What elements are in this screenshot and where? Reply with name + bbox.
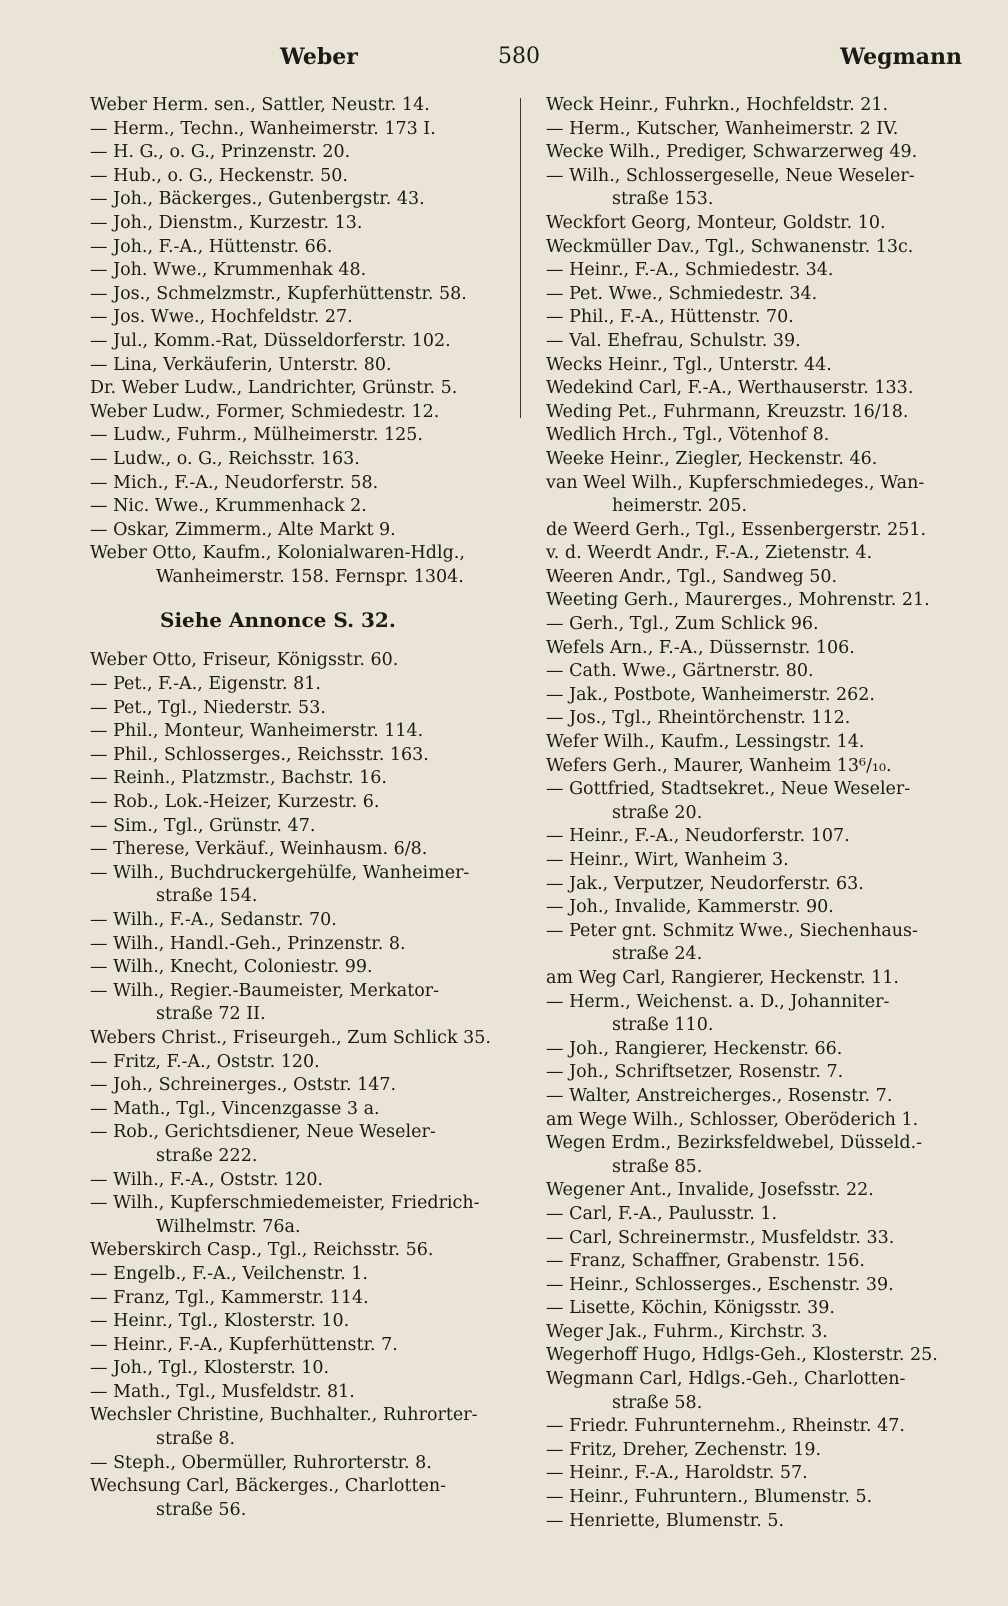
directory-entry: Wegener Ant., Invalide, Josefsstr. 22. xyxy=(546,1180,874,1201)
directory-entry: Weeke Heinr., Ziegler, Heckenstr. 46. xyxy=(546,448,878,469)
directory-entry: Dr. Weber Ludw., Landrichter, Grünstr. 5. xyxy=(90,378,458,399)
entry-continuation: straße 85. xyxy=(612,1156,703,1177)
directory-entry: — Wilh., F.-A., Oststr. 120. xyxy=(90,1169,324,1190)
directory-entry: — Jak., Postbote, Wanheimerstr. 262. xyxy=(546,684,875,705)
directory-entry: — Heinr., F.-A., Haroldstr. 57. xyxy=(546,1463,808,1484)
entry-continuation: straße 8. xyxy=(156,1429,236,1450)
directory-entry: Wefels Arn., F.-A., Düssernstr. 106. xyxy=(546,637,855,658)
directory-entry: Wecke Wilh., Prediger, Schwarzerweg 49. xyxy=(546,142,918,163)
directory-entry: — Joh., Dienstm., Kurzestr. 13. xyxy=(90,212,363,233)
directory-entry: — Pet., Tgl., Niederstr. 53. xyxy=(90,697,326,718)
directory-entry: v. d. Weerdt Andr., F.-A., Zietenstr. 4. xyxy=(546,543,873,564)
directory-entry: am Wege Wilh., Schlosser, Oberöderich 1. xyxy=(546,1109,919,1130)
directory-entry: Weeting Gerh., Maurerges., Mohrenstr. 21. xyxy=(546,590,930,611)
directory-entry: Wechsler Christine, Buchhalter., Ruhrorter- xyxy=(90,1405,478,1426)
directory-entry: — Heinr., F.-A., Kupferhüttenstr. 7. xyxy=(90,1334,398,1355)
right-column xyxy=(546,94,976,1533)
directory-entry: Weger Jak., Fuhrm., Kirchstr. 3. xyxy=(546,1321,828,1342)
directory-entry: — Math., Tgl., Musfeldstr. 81. xyxy=(90,1381,355,1402)
entry-continuation: straße 222. xyxy=(156,1145,258,1166)
directory-entry: — Math., Tgl., Vincenzgasse 3 a. xyxy=(90,1098,380,1119)
entry-continuation: straße 110. xyxy=(612,1015,714,1036)
directory-entry: Weckfort Georg, Monteur, Goldstr. 10. xyxy=(546,212,886,233)
directory-entry: — Lina, Verkäuferin, Unterstr. 80. xyxy=(90,354,392,375)
directory-entry: — Ludw., o. G., Reichsstr. 163. xyxy=(90,448,360,469)
directory-entry: — Fritz, F.-A., Oststr. 120. xyxy=(90,1051,320,1072)
directory-entry: — Oskar, Zimmerm., Alte Markt 9. xyxy=(90,519,396,540)
directory-entry: Wegerhoff Hugo, Hdlgs-Geh., Klosterstr. 25. xyxy=(546,1345,938,1366)
directory-entry: Wegen Erdm., Bezirksfeldwebel, Düsseld.- xyxy=(546,1133,923,1154)
entry-continuation: Wilhelmstr. 76a. xyxy=(156,1216,301,1237)
directory-entry: — Therese, Verkäuf., Weinhausm. 6/8. xyxy=(90,839,428,860)
directory-entry: Wechsung Carl, Bäckerges., Charlotten- xyxy=(90,1476,447,1497)
entry-continuation: straße 56. xyxy=(156,1499,247,1520)
directory-entry: — Peter gnt. Schmitz Wwe., Siechenhaus- xyxy=(546,920,918,941)
directory-entry: — Carl, Schreinermstr., Musfeldstr. 33. xyxy=(546,1227,895,1248)
entry-continuation: straße 58. xyxy=(612,1392,703,1413)
directory-entry: Wefers Gerh., Maurer, Wanheim 13⁶/₁₀. xyxy=(546,755,892,776)
directory-entry: — Joh. Wwe., Krummenhak 48. xyxy=(90,260,367,281)
directory-entry: Wegmann Carl, Hdlgs.-Geh., Charlotten- xyxy=(546,1369,906,1390)
directory-entry: — Joh., Invalide, Kammerstr. 90. xyxy=(546,897,834,918)
directory-entry: — Reinh., Platzmstr., Bachstr. 16. xyxy=(90,768,387,789)
directory-entry: — Sim., Tgl., Grünstr. 47. xyxy=(90,815,316,836)
directory-entry: — Gottfried, Stadtsekret., Neue Weseler- xyxy=(546,779,911,800)
entry-continuation: straße 153. xyxy=(612,189,714,210)
directory-entry: — H. G., o. G., Prinzenstr. 20. xyxy=(90,142,351,163)
directory-entry: — Joh., F.-A., Hüttenstr. 66. xyxy=(90,236,333,257)
page-number: 580 xyxy=(498,44,540,69)
directory-entry: — Wilh., F.-A., Sedanstr. 70. xyxy=(90,910,337,930)
directory-entry: Weeren Andr., Tgl., Sandweg 50. xyxy=(546,566,838,587)
entry-continuation: straße 24. xyxy=(612,944,703,965)
directory-entry: — Heinr., F.-A., Neudorferstr. 107. xyxy=(546,826,850,847)
directory-entry: Weber Herm. sen., Sattler, Neustr. 14. xyxy=(90,95,430,115)
directory-entry: — Franz, Tgl., Kammerstr. 114. xyxy=(90,1287,369,1308)
entry-continuation: straße 154. xyxy=(156,886,258,907)
advertisement-note: Siehe Annonce S. 32. xyxy=(160,608,396,633)
directory-entry: — Friedr. Fuhrunternehm., Rheinstr. 47. xyxy=(546,1416,905,1437)
directory-entry: Wecks Heinr., Tgl., Unterstr. 44. xyxy=(546,354,832,375)
directory-entry: — Wilh., Schlossergeselle, Neue Weseler- xyxy=(546,165,915,186)
directory-entry: — Phil., Monteur, Wanheimerstr. 114. xyxy=(90,721,424,742)
directory-entry: — Herm., Kutscher, Wanheimerstr. 2 IV. xyxy=(546,118,899,139)
directory-entry: de Weerd Gerh., Tgl., Essenbergerstr. 251. xyxy=(546,519,927,540)
directory-entry: Weberskirch Casp., Tgl., Reichsstr. 56. xyxy=(90,1240,434,1261)
directory-entry: — Phil., Schlosserges., Reichsstr. 163. xyxy=(90,744,429,765)
directory-entry: Wefer Wilh., Kaufm., Lessingstr. 14. xyxy=(546,732,865,753)
directory-entry: — Wilh., Buchdruckergehülfe, Wanheimer- xyxy=(90,862,470,883)
directory-entry: — Jak., Verputzer, Neudorferstr. 63. xyxy=(546,873,864,894)
directory-entry: — Fritz, Dreher, Zechenstr. 19. xyxy=(546,1439,822,1460)
directory-entry: — Mich., F.-A., Neudorferstr. 58. xyxy=(90,472,379,493)
directory-entry: — Pet., F.-A., Eigenstr. 81. xyxy=(90,674,321,695)
directory-entry: — Heinr., Tgl., Klosterstr. 10. xyxy=(90,1311,350,1332)
directory-entry: van Weel Wilh., Kupferschmiedeges., Wan- xyxy=(546,472,925,493)
entry-continuation: Wanheimerstr. 158. Fernspr. 1304. xyxy=(156,566,464,587)
directory-entry: — Engelb., F.-A., Veilchenstr. 1. xyxy=(90,1263,368,1284)
entry-continuation: straße 20. xyxy=(612,802,703,823)
directory-entry: — Joh., Rangierer, Heckenstr. 66. xyxy=(546,1038,843,1059)
directory-entry: — Heinr., Schlosserges., Eschenstr. 39. xyxy=(546,1274,894,1295)
directory-entry: — Herm., Techn., Wanheimerstr. 173 I. xyxy=(90,118,436,139)
directory-entry: — Franz, Schaffner, Grabenstr. 156. xyxy=(546,1251,865,1272)
directory-entry: — Gerh., Tgl., Zum Schlick 96. xyxy=(546,614,819,635)
directory-entry: — Wilh., Handl.-Geh., Prinzenstr. 8. xyxy=(90,933,406,954)
page-header xyxy=(90,44,962,80)
directory-entry: — Joh., Bäckerges., Gutenbergstr. 43. xyxy=(90,189,425,210)
directory-entry: — Rob., Gerichtsdiener, Neue Weseler- xyxy=(90,1122,436,1143)
directory-entry: Wedekind Carl, F.-A., Werthauserstr. 133. xyxy=(546,378,914,399)
directory-entry: Webers Christ., Friseurgeh., Zum Schlick 35. xyxy=(90,1027,491,1048)
directory-entry: — Joh., Schriftsetzer, Rosenstr. 7. xyxy=(546,1062,844,1083)
directory-entry: Weck Heinr., Fuhrkn., Hochfeldstr. 21. xyxy=(546,95,889,115)
directory-entry: — Jos. Wwe., Hochfeldstr. 27. xyxy=(90,307,353,328)
directory-entry: — Herm., Weichenst. a. D., Johanniter- xyxy=(546,991,890,1012)
header-left-name: Weber xyxy=(280,44,358,70)
directory-entry: Weding Pet., Fuhrmann, Kreuzstr. 16/18. xyxy=(546,401,909,422)
directory-entry: — Cath. Wwe., Gärtnerstr. 80. xyxy=(546,661,814,682)
directory-entry: — Hub., o. G., Heckenstr. 50. xyxy=(90,165,348,186)
directory-entry: — Wilh., Regier.-Baumeister, Merkator- xyxy=(90,980,440,1001)
directory-entry: — Joh., Schreinerges., Oststr. 147. xyxy=(90,1075,397,1096)
directory-entry: Weber Otto, Kaufm., Kolonialwaren-Hdlg., xyxy=(90,543,465,564)
directory-entry: Weber Ludw., Former, Schmiedestr. 12. xyxy=(90,401,440,422)
entry-continuation: heimerstr. 205. xyxy=(612,496,748,517)
left-column xyxy=(90,94,508,1522)
directory-entry: Weckmüller Dav., Tgl., Schwanenstr. 13c. xyxy=(546,236,914,257)
directory-entry: — Phil., F.-A., Hüttenstr. 70. xyxy=(546,307,794,328)
directory-entry: — Joh., Tgl., Klosterstr. 10. xyxy=(90,1358,330,1379)
directory-entry: — Rob., Lok.-Heizer, Kurzestr. 6. xyxy=(90,792,380,813)
directory-entry: Weber Otto, Friseur, Königsstr. 60. xyxy=(90,650,399,671)
directory-entry: am Weg Carl, Rangierer, Heckenstr. 11. xyxy=(546,967,899,988)
directory-entry: — Heinr., Wirt, Wanheim 3. xyxy=(546,850,789,870)
header-right-name: Wegmann xyxy=(840,44,962,70)
directory-entry: — Val. Ehefrau, Schulstr. 39. xyxy=(546,330,801,351)
directory-entry: — Henriette, Blumenstr. 5. xyxy=(546,1510,785,1531)
directory-entry: — Wilh., Kupferschmiedemeister, Friedrich- xyxy=(90,1193,480,1214)
directory-entry: — Lisette, Köchin, Königsstr. 39. xyxy=(546,1298,835,1319)
entry-continuation: straße 72 II. xyxy=(156,1004,266,1025)
directory-entry: — Pet. Wwe., Schmiedestr. 34. xyxy=(546,283,818,304)
directory-entry: — Jul., Komm.-Rat, Düsseldorferstr. 102. xyxy=(90,330,451,351)
directory-entry: — Carl, F.-A., Paulusstr. 1. xyxy=(546,1203,778,1224)
directory-entry: — Heinr., F.-A., Schmiedestr. 34. xyxy=(546,260,834,281)
directory-entry: — Nic. Wwe., Krummenhack 2. xyxy=(90,496,367,517)
directory-entry: — Wilh., Knecht, Coloniestr. 99. xyxy=(90,957,373,978)
directory-entry: — Jos., Schmelzmstr., Kupferhüttenstr. 58. xyxy=(90,283,467,304)
directory-entry: — Heinr., Fuhruntern., Blumenstr. 5. xyxy=(546,1487,873,1508)
directory-entry: Wedlich Hrch., Tgl., Vötenhof 8. xyxy=(546,425,830,446)
directory-entry: — Steph., Obermüller, Ruhrorterstr. 8. xyxy=(90,1452,432,1473)
directory-entry: — Ludw., Fuhrm., Mülheimerstr. 125. xyxy=(90,425,423,446)
column-divider xyxy=(520,98,521,418)
directory-entry: — Walter, Anstreicherges., Rosenstr. 7. xyxy=(546,1085,893,1106)
directory-entry: — Jos., Tgl., Rheintörchenstr. 112. xyxy=(546,708,851,729)
